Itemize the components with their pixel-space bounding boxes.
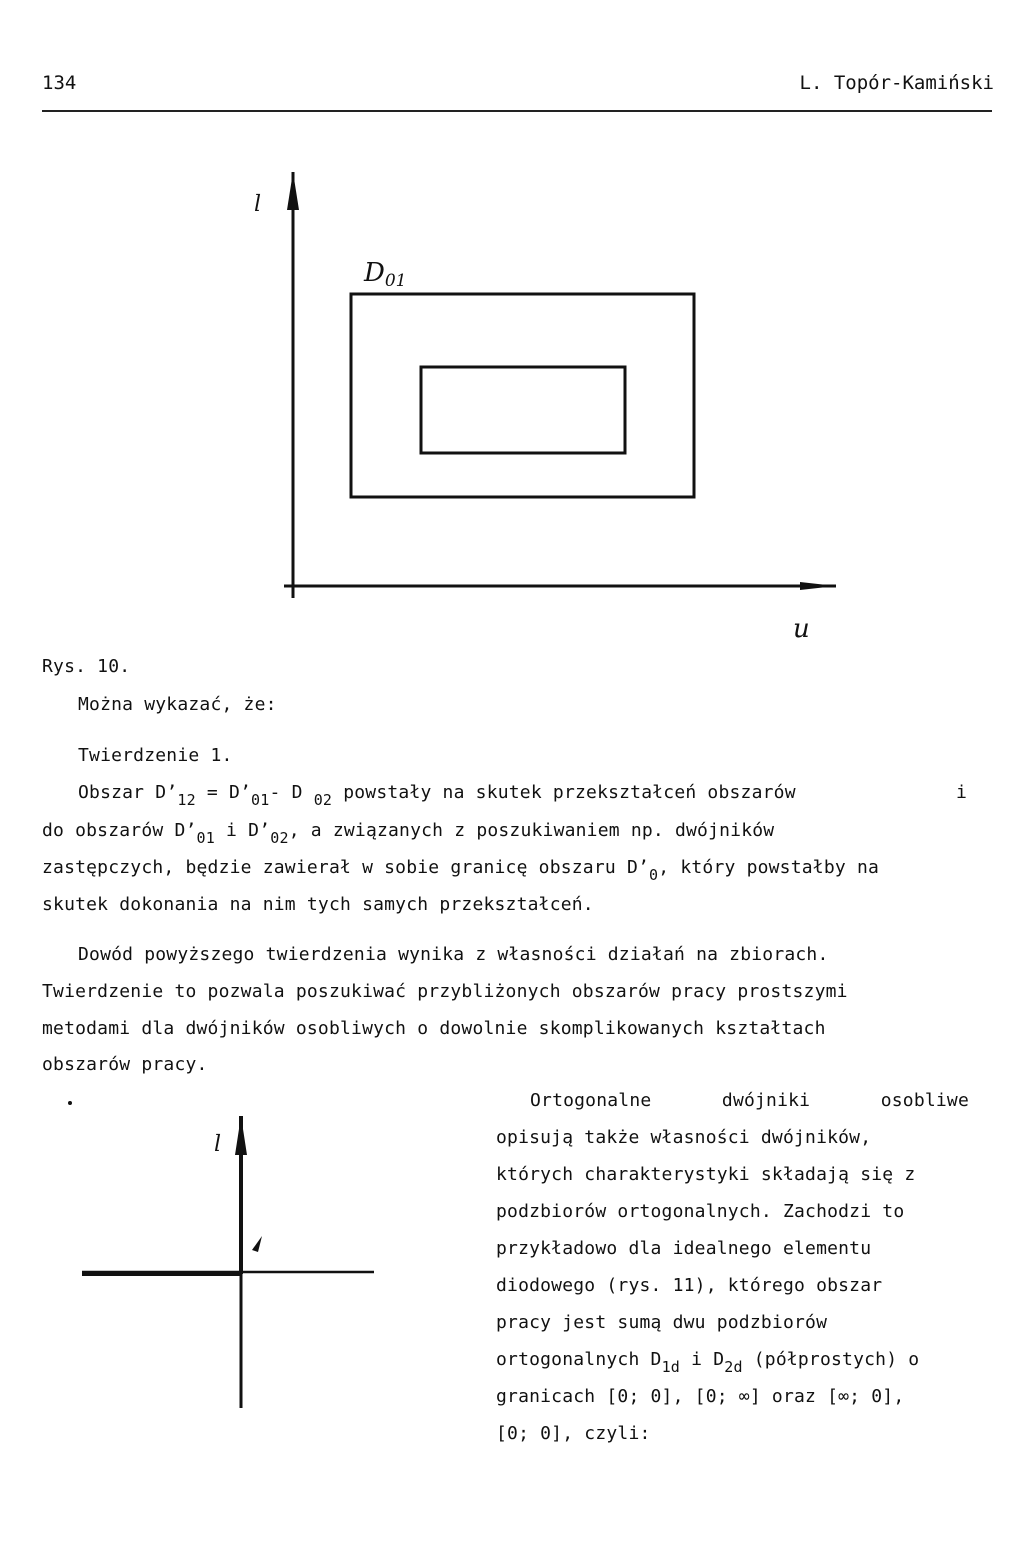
right-line-7: pracy jest sumą dwu podzbiorów <box>496 1312 828 1333</box>
figure-10 <box>0 0 1024 660</box>
right-line-1: Ortogonalne dwójniki osobliwe <box>530 1090 969 1111</box>
theorem-title: Twierdzenie 1. <box>78 745 233 766</box>
running-author: L. Topór-Kamiński <box>799 72 994 94</box>
proof-line-2: Twierdzenie to pozwala poszukiwać przybliżonych obszarów pracy prostszymi <box>42 981 848 1002</box>
right-line-5: przykładowo dla idealnego elementu <box>496 1238 872 1259</box>
figure-caption: Rys. 10. <box>42 656 131 677</box>
fig11-y-label: l <box>214 1132 222 1157</box>
proof-line-3: metodami dla dwójników osobliwych o dowolnie skomplikowanych kształtach <box>42 1018 826 1039</box>
proof-line-4: obszarów pracy. <box>42 1054 208 1075</box>
outer-region-d01 <box>351 294 694 497</box>
right-line-4: podzbiorów ortogonalnych. Zachodzi to <box>496 1201 905 1222</box>
fig10-y-label: l <box>254 192 262 217</box>
fig10-y-arrow <box>287 172 299 210</box>
bullet-mark <box>68 1101 72 1105</box>
figure-11 <box>0 1080 400 1420</box>
theorem-line-3: zastępczych, będzie zawierał w sobie granicę obszaru $D’_0$, który powstałby na <box>42 857 880 884</box>
inner-region-d02 <box>421 367 625 453</box>
right-line-2: opisują także własności dwójników, <box>496 1127 872 1148</box>
fig10-region-label: $D_{01}$ <box>364 258 407 291</box>
theorem-line-1: Obszar $D’_{12}$ = $D’_{01}-$ D $_{02}$ powstały na skutek przekształceń obszarów i <box>78 782 967 809</box>
right-line-8: ortogonalnych $D_{1d}$ i $D_{2d}$ (półprostych) o <box>496 1349 920 1376</box>
theorem-line-2: do obszarów $D’_{01}$ i $D’_{02}$, a związanych z poszukiwaniem np. dwójników <box>42 820 775 847</box>
intro-sentence: Można wykazać, że: <box>78 694 277 715</box>
proof-line-1: Dowód powyższego twierdzenia wynika z własności działań na zbiorach. <box>78 944 829 965</box>
fig10-x-arrow <box>800 582 836 590</box>
right-line-10: [0; 0], czyli: <box>496 1423 651 1444</box>
fig10-x-label: u <box>793 614 810 644</box>
fig11-small-arrow <box>252 1236 262 1252</box>
right-line-3: których charakterystyki składają się z <box>496 1164 916 1185</box>
right-line-6: diodowego (rys. 11), którego obszar <box>496 1275 883 1296</box>
right-line-9: granicach [0; 0], [0; ∞] oraz [∞; 0], <box>496 1386 905 1407</box>
page-number: 134 <box>42 72 77 94</box>
theorem-line-4: skutek dokonania na nim tych samych przekształceń. <box>42 894 594 915</box>
